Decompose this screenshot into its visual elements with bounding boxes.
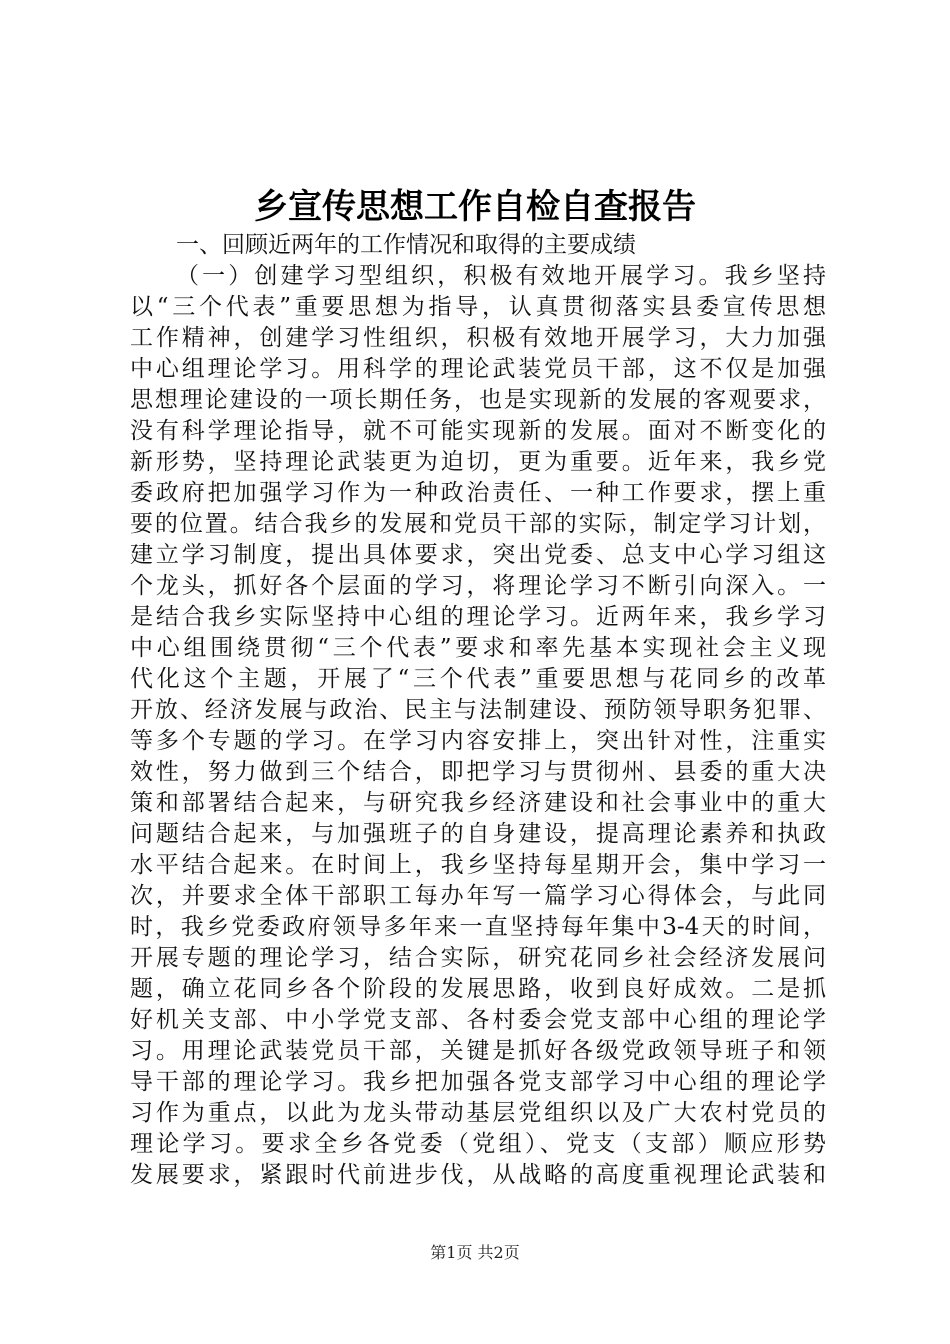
document-line: 中心组围绕贯彻“三个代表”要求和率先基本实现社会主义现 [130,635,826,661]
document-line: 效性，努力做到三个结合，即把学习与贯彻州、县委的重大决 [130,759,826,785]
document-line: （一）创建学习型组织，积极有效地开展学习。我乡坚持 [176,263,826,289]
document-line: 委政府把加强学习作为一种政治责任、一种工作要求，摆上重 [130,480,826,506]
document-line: 习作为重点，以此为龙头带动基层党组织以及广大农村党员的 [130,1100,826,1126]
document-body [130,230,826,1191]
document-line: 水平结合起来。在时间上，我乡坚持每星期开会，集中学习一 [130,852,826,878]
document-line: 导干部的理论学习。我乡把加强各党支部学习中心组的理论学 [130,1069,826,1095]
document-line: 思想理论建设的一项长期任务，也是实现新的发展的客观要求， [130,387,826,413]
document-line: 等多个专题的学习。在学习内容安排上，突出针对性，注重实 [130,728,826,754]
document-line: 个龙头，抓好各个层面的学习，将理论学习不断引向深入。一 [130,573,826,599]
document-line: 开放、经济发展与政治、民主与法制建设、预防领导职务犯罪、 [130,697,826,723]
document-line: 中心组理论学习。用科学的理论武装党员干部，这不仅是加强 [130,356,826,382]
page-number: 第1页 共2页 [430,1243,520,1262]
document-line: 题，确立花同乡各个阶段的发展思路，收到良好成效。二是抓 [130,976,826,1002]
document-line: 理论学习。要求全乡各党委（党组）、党支（支部）顺应形势 [130,1131,826,1157]
document-line: 策和部署结合起来，与研究我乡经济建设和社会事业中的重大 [130,790,826,816]
document-line: 问题结合起来，与加强班子的自身建设，提高理论素养和执政 [130,821,826,847]
document-line: 以“三个代表”重要思想为指导，认真贯彻落实县委宣传思想 [130,294,826,320]
document-line: 次，并要求全体干部职工每办年写一篇学习心得体会，与此同 [130,883,826,909]
document-line: 习。用理论武装党员干部，关键是抓好各级党政领导班子和领 [130,1038,826,1064]
document-title: 乡宣传思想工作自检自查报告 [254,187,696,227]
document-line: 开展专题的理论学习，结合实际，研究花同乡社会经济发展问 [130,945,826,971]
document-line: 没有科学理论指导，就不可能实现新的发展。面对不断变化的 [130,418,826,444]
document-line: 代化这个主题，开展了“三个代表”重要思想与花同乡的改革 [130,666,826,692]
document-line: 要的位置。结合我乡的发展和党员干部的实际，制定学习计划， [130,511,826,537]
document-line: 一、回顾近两年的工作情况和取得的主要成绩 [176,232,636,258]
document-line: 工作精神，创建学习性组织，积极有效地开展学习，大力加强 [130,325,826,351]
document-line: 时，我乡党委政府领导多年来一直坚持每年集中3-4天的时间， [130,914,826,940]
document-line: 发展要求，紧跟时代前进步伐，从战略的高度重视理论武装和 [130,1162,826,1188]
document-line: 是结合我乡实际坚持中心组的理论学习。近两年来，我乡学习 [130,604,826,630]
document-line: 好机关支部、中小学党支部、各村委会党支部中心组的理论学 [130,1007,826,1033]
document-line: 新形势，坚持理论武装更为迫切，更为重要。近年来，我乡党 [130,449,826,475]
document-line: 建立学习制度，提出具体要求，突出党委、总支中心学习组这 [130,542,826,568]
